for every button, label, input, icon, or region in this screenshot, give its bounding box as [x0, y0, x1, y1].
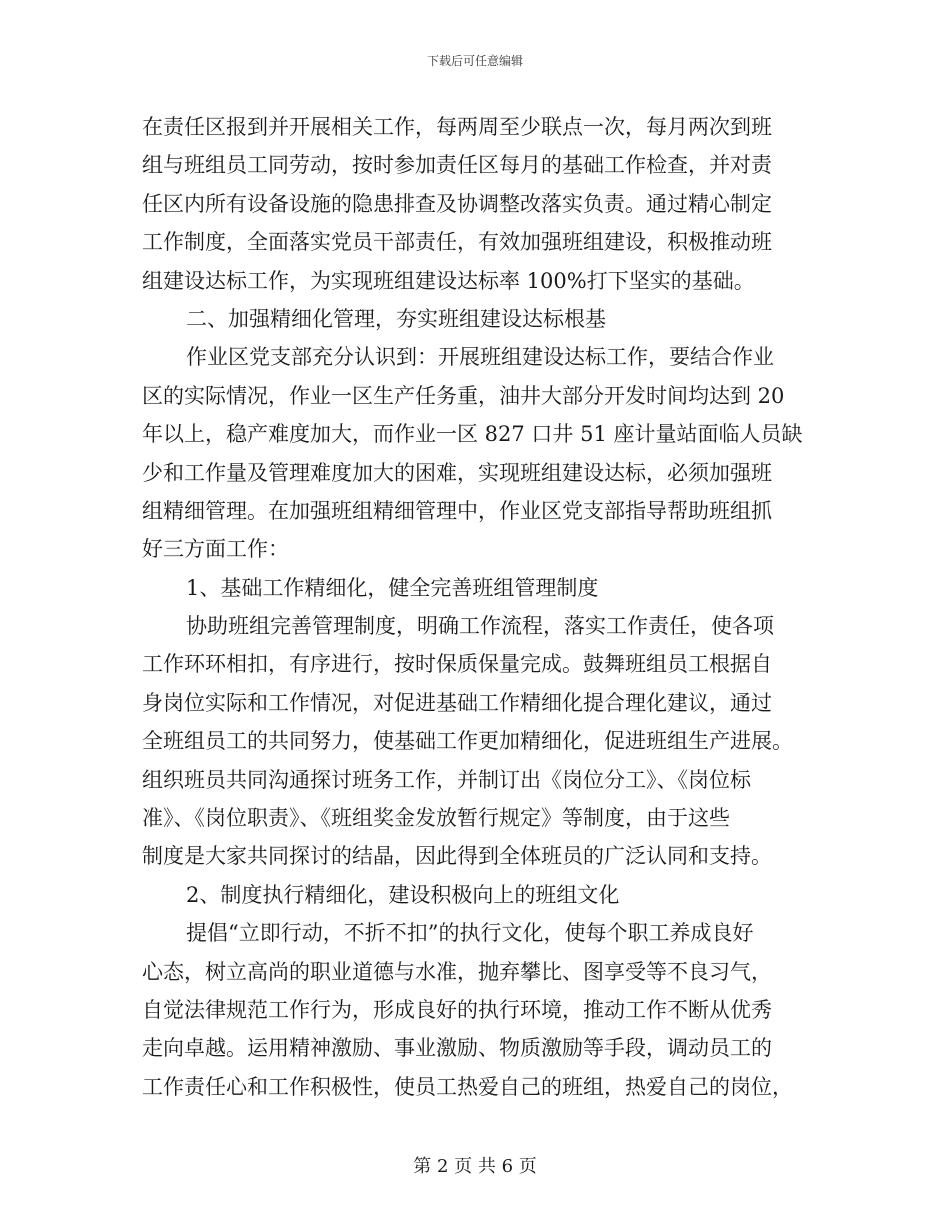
body-line: 在责任区报到并开展相关工作，每两周至少联点一次，每月两次到班 — [142, 115, 772, 139]
body-line: 组精细管理。在加强班组精细管理中，作业区党支部指导帮助班组抓 — [142, 498, 772, 523]
subsection-heading: 2、制度执行精细化，建设积极向上的班组文化 — [186, 882, 620, 907]
body-line: 提倡“立即行动，不折不扣”的执行文化，使每个职工养成良好 — [186, 921, 754, 946]
page-header: 下载后可任意编辑 — [426, 54, 523, 68]
body-line: 组建设达标工作，为实现班组建设达标率 100%打下坚实的基础。 — [142, 268, 755, 293]
body-line: 工作制度，全面落实党员干部责任，有效加强班组建设，积极推动班 — [142, 230, 772, 255]
body-line: 身岗位实际和工作情况，对促进基础工作精细化提合理化建议，通过 — [142, 690, 772, 715]
body-line: 作业区党支部充分认识到：开展班组建设达标工作，要结合作业 — [186, 345, 774, 370]
body-line: 心态，树立高尚的职业道德与水准，抛弃攀比、图享受等不良习气， — [142, 959, 772, 984]
document-body — [142, 108, 812, 1106]
body-line: 工作环环相扣，有序进行，按时保质保量完成。鼓舞班组员工根据自 — [142, 652, 772, 677]
body-line: 协助班组完善管理制度，明确工作流程，落实工作责任，使各项 — [186, 614, 774, 639]
body-line: 任区内所有设备设施的隐患排查及协调整改落实负责。通过精心制定 — [142, 191, 772, 216]
body-line: 制度是大家共同探讨的结晶，因此得到全体班员的广泛认同和支持。 — [142, 844, 772, 869]
body-line: 走向卓越。运用精神激励、事业激励、物质激励等手段，调动员工的 — [142, 1036, 772, 1061]
body-line: 准》、《岗位职责》、《班组奖金发放暂行规定》等制度，由于这些 — [142, 806, 730, 831]
body-line: 全班组员工的共同努力，使基础工作更加精细化，促进班组生产进展。 — [142, 729, 793, 754]
body-line: 少和工作量及管理难度加大的困难，实现班组建设达标，必须加强班 — [142, 460, 772, 485]
body-line: 组与班组员工同劳动，按时参加责任区每月的基础工作检查，并对责 — [142, 153, 772, 178]
body-line: 自觉法律规范工作行为，形成良好的执行环境，推动工作不断从优秀 — [142, 997, 772, 1022]
section-heading: 二、加强精细化管理，夯实班组建设达标根基 — [186, 306, 606, 331]
body-line: 工作责任心和工作积极性，使员工热爱自己的班组，热爱自己的岗位， — [142, 1074, 793, 1099]
body-line: 区的实际情况，作业一区生产任务重，油井大部分开发时间均达到 20 — [142, 383, 785, 408]
body-line: 组织班员共同沟通探讨班务工作，并制订出《岗位分工》、《岗位标 — [142, 767, 751, 792]
page-footer: 第 2 页 共 6 页 — [413, 1156, 537, 1177]
body-line: 年以上，稳产难度加大，而作业一区 827 口井 51 座计量站面临人员缺 — [142, 422, 803, 447]
subsection-heading: 1、基础工作精细化，健全完善班组管理制度 — [186, 575, 599, 600]
body-line: 好三方面工作： — [142, 537, 289, 562]
